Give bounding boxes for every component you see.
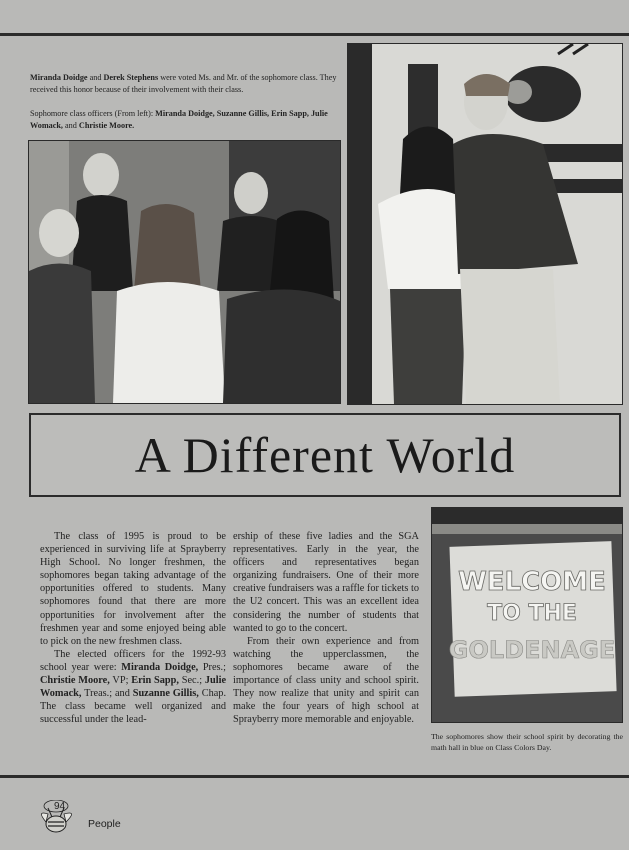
ms-mr-sophomore-photo — [347, 43, 623, 405]
section-label: People — [88, 818, 121, 830]
headline-box — [29, 413, 621, 497]
sign-line-1: WELCOME — [458, 567, 606, 597]
officers-photo — [28, 140, 341, 404]
body-paragraph: ership of these five ladies and the SGA representatives. Early in the year, the officers and representatives began organizing fundraisers. One of their more creative fundraisers was a raffle for tickets to the U2 concert. This was an excellent idea considering the number of students that wanted to go to the concert. — [233, 531, 419, 634]
welcome-sign-photo — [431, 507, 623, 723]
caption-name: Derek Stephens — [103, 73, 159, 82]
caption-name: Miranda Doidge — [30, 73, 88, 82]
caption-text: and — [65, 121, 77, 130]
body-column-1 — [40, 530, 226, 726]
bottom-rule — [0, 775, 629, 778]
caption-officers — [30, 108, 342, 132]
officer-name: Christie Moore, — [40, 675, 110, 687]
top-rule — [0, 33, 629, 36]
welcome-photo-caption: The sophomores show their school spirit by decorating the math hall in blue on Class Colors Day. — [431, 732, 623, 752]
page-number: 94 — [54, 801, 66, 812]
caption-ms-mr — [30, 72, 342, 96]
body-paragraph-officers: The elected officers for the 1992-93 school year were: Miranda Doidge, Pres.; Christie Moore, VP; Erin Sapp, Sec.; Julie Womack, Treas.; and Suzanne Gillis, Chap. The class became well organized and successful under the lead- — [40, 648, 227, 726]
caption-name: Miranda Doidge, Suzanne Gillis, Erin Sapp, Julie Womack, — [30, 109, 328, 130]
welcome-sign-illustration — [432, 508, 622, 722]
caption-text: and — [89, 73, 102, 82]
officer-name: Julie Womack, — [40, 675, 227, 700]
headline: A Different World — [134, 427, 516, 483]
officer-name: Suzanne Gillis, — [132, 688, 199, 700]
sign-line-2: TO THE — [487, 601, 577, 626]
sign-line-3: GOLDENAGE — [448, 636, 616, 664]
officer-name: Erin Sapp, — [131, 675, 179, 687]
body-column-2 — [233, 530, 419, 726]
officer-name: Miranda Doidge, — [121, 661, 199, 673]
ms-mr-photo-illustration — [348, 44, 622, 404]
caption-text: were voted Ms. and Mr. of the sophomore class. They received this honor because of their involvement with their class. — [30, 73, 337, 94]
caption-text: Sophomore class officers (From left): — [30, 109, 154, 118]
caption-name: Christie Moore. — [78, 121, 135, 130]
body-paragraph: From their own experience and from watching the upperclassmen, the sophomores became aware of the importance of class unity and school spirit. They now realize that unity and spirit can make the four years of high school at Sprayberry more memorable and enjoyable. — [233, 635, 419, 726]
body-paragraph: The class of 1995 is proud to be experienced in surviving life at Sprayberry High School. No longer freshmen, the sophomores began taking advantage of the opportunities offered to students. Many sophomores found that there are more opportunities for involvement after the freshmen year and some enjoyed being able to pick on the new freshmen class. — [40, 531, 226, 647]
officers-photo-illustration — [29, 141, 340, 403]
